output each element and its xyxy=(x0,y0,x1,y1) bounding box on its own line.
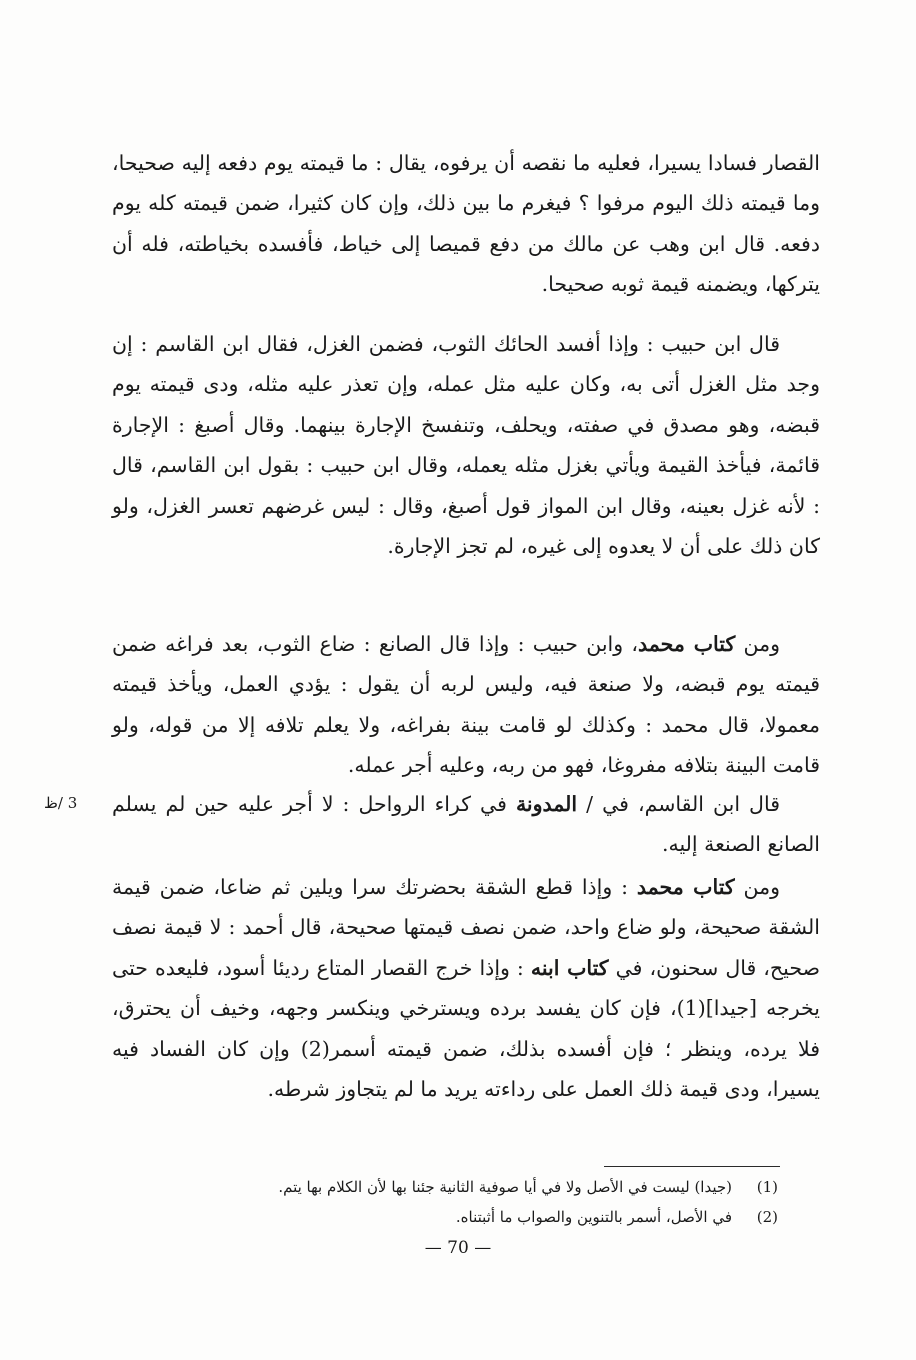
paragraph-1-text xyxy=(112,143,820,305)
page-number: — 70 — xyxy=(424,1238,492,1258)
book-title-kitab-muhammad: كتاب محمد xyxy=(636,875,735,899)
paragraph-5-text xyxy=(112,867,820,1109)
paragraph-1 xyxy=(112,143,820,305)
footnote-text: في الأصل، أسمر بالتنوين والصواب ما أثبتناه. xyxy=(455,1208,732,1226)
paragraph-2 xyxy=(112,324,820,566)
paragraph-2-text xyxy=(112,324,820,566)
footnote-number: (1) xyxy=(756,1178,778,1196)
paragraph-3-segment: ومن xyxy=(735,632,780,656)
footnote-number: (2) xyxy=(756,1208,778,1226)
paragraph-5-segment: : وإذا قطع الشقة بحضرتك سرا ويلين ثم ضاعا، ضمن قيمة الشقة صحيحة، ولو ضاع واحد، ضمن نصف قيمتها صحيحة، قال أحمد : لا قيمة نصف صحيح، قال سحنون، في xyxy=(112,875,820,980)
paragraph-3 xyxy=(112,624,820,786)
margin-folio-note: 3 /ظ xyxy=(44,794,78,812)
paragraph-4 xyxy=(112,784,820,865)
footnotes xyxy=(150,1172,778,1232)
paragraph-4-segment: قال ابن القاسم، في / xyxy=(577,792,780,816)
book-title-mudawwana: المدونة xyxy=(515,792,578,816)
paragraph-5 xyxy=(112,867,820,1109)
book-title-kitab-muhammad: كتاب محمد xyxy=(638,632,736,656)
paragraph-3-segment: ، وابن حبيب : وإذا قال الصانع : ضاع الثوب، بعد فراغه ضمن قيمته يوم قبضه، ولا صنعة فيه، وليس لربه أن يقول : يؤدي العمل، ويأخذ قيمته معمولا، قال محمد : وكذلك لو قامت بينة بفراغه، ولا يعلم تلافه إلا من قوله، ولو قامت البينة بتلافه مفروغا، فهو من ربه، وعليه أجر عمله. xyxy=(112,632,820,778)
paragraph-1-segment: القصار فسادا يسيرا، فعليه ما نقصه أن يرفوه، يقال : ما قيمته يوم دفعه إليه صحيحا، وما قيمته ذلك اليوم مرفوا ؟ فيغرم ما بين ذلك، وإن كان كثيرا، ضمن قيمته كله يوم دفعه. قال ابن وهب عن مالك من دفع قميصا إلى خياط، فأفسده بخياطته، فله أن يتركها، ويضمنه قيمة ثوبه صحيحا. xyxy=(112,151,820,297)
paragraph-5-segment: : وإذا خرج القصار المتاع رديئا أسود، فليعده حتى يخرجه [جيدا](1)، فإن كان يفسد برده ويسترخي وينكسر وجهه، وخيف أن يحترق، فلا يرده، وينظر ؛ فإن أفسده بذلك، ضمن قيمته أسمر(2) وإن كان الفساد فيه يسيرا، ودى قيمة ذلك العمل على رداءته يريد ما لم يتجاوز شرطه. xyxy=(112,955,820,1102)
paragraph-3-text xyxy=(112,624,820,786)
footnote-1 xyxy=(150,1172,778,1202)
paragraph-4-text xyxy=(112,784,820,865)
paragraph-2-segment: قال ابن حبيب : وإذا أفسد الحائك الثوب، فضمن الغزل، فقال ابن القاسم : إن وجد مثل الغزل أتى به، وكان عليه مثل عمله، وإن تعذر عليه مثله، ودى قيمته يوم قبضه، وهو مصدق في صفته، ويحلف، وتنفسخ الإجارة بينهما. وقال أصبغ : الإجارة قائمة، فيأخذ القيمة ويأتي بغزل مثله يعمله، وقال ابن حبيب : بقول ابن القاسم، قال : لأنه غزل بعينه، وقال ابن المواز قول أصبغ، وقال : ليس غرضهم تعسر الغزل، ولو كان ذلك على أن لا يعدوه إلى غيره، لم تجز الإجارة. xyxy=(112,332,820,559)
footnote-2 xyxy=(150,1202,778,1232)
footnote-text: (جيدا) ليست في الأصل ولا في أيا صوفية الثانية جئنا بها لأن الكلام بها يتم. xyxy=(278,1178,732,1196)
book-title-kitab-ibnihi: كتاب ابنه xyxy=(530,955,609,980)
paragraph-5-segment: ومن xyxy=(734,875,780,899)
paragraph-4-segment: في كراء الرواحل : لا أجر عليه حين لم يسلم الصانع الصنعة إليه. xyxy=(112,792,820,857)
footnote-divider xyxy=(604,1166,780,1167)
